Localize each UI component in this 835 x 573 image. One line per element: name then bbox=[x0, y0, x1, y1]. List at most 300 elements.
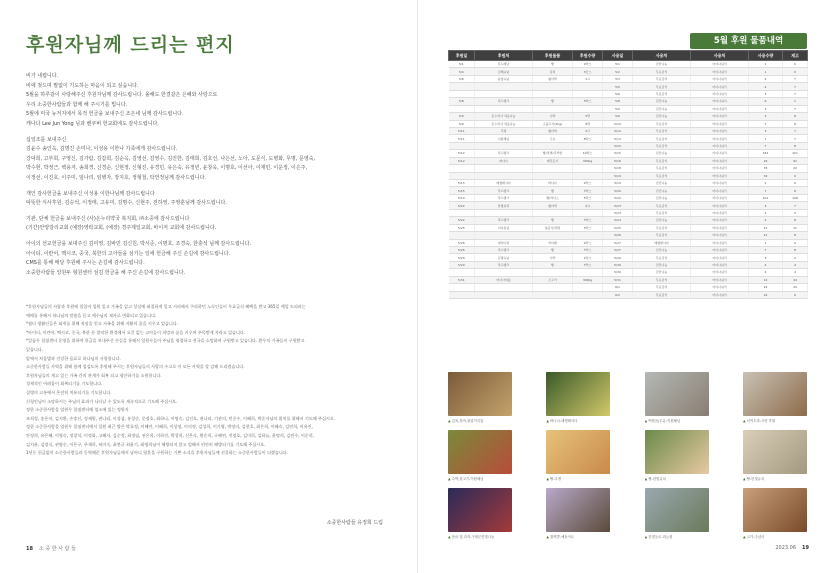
letter-body bbox=[26, 72, 396, 278]
letter-line: 개인 감사헌금을 보내주신 이성용 이한나님께 감사드립니다 bbox=[26, 190, 155, 197]
table-cell: 8 bbox=[783, 113, 808, 120]
table-cell bbox=[533, 209, 573, 216]
photo-caption: ▲ 칠맥콤-예동사도 bbox=[546, 534, 610, 540]
table-cell: 3 bbox=[749, 254, 783, 261]
column-header: 사용일 bbox=[603, 51, 633, 61]
letter-notes bbox=[26, 303, 396, 458]
table-cell: 진단나눔 bbox=[633, 269, 691, 276]
table-cell: 10박스 bbox=[573, 150, 603, 157]
table-cell: 아이나눠식 bbox=[691, 75, 749, 82]
table-cell bbox=[573, 269, 603, 276]
table-cell: 5/29 bbox=[449, 261, 475, 268]
table-cell: 빵 bbox=[533, 187, 573, 194]
table-cell: 8 bbox=[783, 246, 808, 253]
column-header: 후원수량 bbox=[573, 51, 603, 61]
table-cell: 4 bbox=[783, 261, 808, 268]
table-cell: 3고 bbox=[573, 127, 603, 134]
table-cell: 8 bbox=[783, 187, 808, 194]
table-cell: 4 bbox=[749, 83, 783, 90]
table-row bbox=[449, 254, 808, 261]
table-row bbox=[449, 157, 808, 164]
photo-card bbox=[743, 488, 807, 540]
photo-caption: ▲ 떡볶음/두유-이원혜님 bbox=[645, 418, 709, 424]
note-line: 정한 소중한사람을 엄원무 할점센터에 엄소에 있는 정원자 bbox=[26, 407, 129, 413]
letter-line: 김윤수 송인옥, 김명진 손미나, 이성용 이한나 가족에게 감사드립니다. bbox=[26, 146, 178, 153]
table-cell bbox=[449, 83, 475, 90]
table-cell: 이원혜님 bbox=[475, 135, 533, 142]
table-cell bbox=[449, 209, 475, 216]
letter-line: 아이티, 이란어, 멕시코, 중국, 북한의 고아들을 섬기는 일에 헌금해 주신 손길에 감사드립니다. bbox=[26, 250, 231, 257]
table-cell: 5/23 bbox=[603, 202, 633, 209]
table-cell: 진단나눔 bbox=[633, 246, 691, 253]
table-cell: 아이나눠식 bbox=[691, 150, 749, 157]
table-cell: 아이나눠식 bbox=[691, 83, 749, 90]
table-row bbox=[449, 224, 808, 231]
table-cell: 진단나눔 bbox=[633, 194, 691, 201]
table-cell: 아나사외를 bbox=[475, 276, 533, 283]
column-header: 후원일 bbox=[449, 51, 475, 61]
table-cell: 무료급식 bbox=[633, 284, 691, 291]
letter-line: 소중한사람들 앙원두 형원센터 섬김 헌금을 해 주신 손길에 감사드립니다. bbox=[26, 269, 186, 276]
table-cell: 아이나눠식 bbox=[691, 61, 749, 68]
table-cell: 2박스 bbox=[573, 61, 603, 68]
table-cell: 아이나눠식 bbox=[691, 246, 749, 253]
table-cell: 5/12 bbox=[603, 127, 633, 134]
table-cell: 매생태사다 bbox=[475, 180, 533, 187]
table-cell bbox=[449, 142, 475, 149]
letter-line: (기간)안양감리교회 (예장)영락교회, (예장) 경주제일교회, 바이저 교회에 감사드립니다. bbox=[26, 225, 217, 232]
table-cell: 형아떡 bbox=[533, 202, 573, 209]
table-cell bbox=[573, 142, 603, 149]
left-page bbox=[0, 0, 417, 573]
table-cell: 7박스 bbox=[573, 187, 603, 194]
table-cell: 빵 bbox=[533, 61, 573, 68]
table-cell: 5/1 bbox=[449, 61, 475, 68]
table-cell: 108 bbox=[783, 194, 808, 201]
table-cell: 아이나눠식 bbox=[691, 269, 749, 276]
page-number-right: 19 bbox=[802, 545, 809, 551]
table-cell: 7박스 bbox=[573, 246, 603, 253]
table-cell: 무료급식 bbox=[633, 127, 691, 134]
table-cell: 아이나눠식 bbox=[691, 232, 749, 239]
table-cell bbox=[449, 269, 475, 276]
note-line: 경제적인 어려움이 회복되기를 기도합니다. bbox=[26, 381, 103, 387]
table-cell: 5/12 bbox=[449, 157, 475, 164]
table-cell: 수박 bbox=[533, 113, 573, 120]
table-cell: 0 bbox=[783, 254, 808, 261]
table-body bbox=[449, 61, 808, 299]
table-cell: 무료급식 bbox=[633, 75, 691, 82]
table-cell: 무료급식 bbox=[633, 254, 691, 261]
photo-caption: ▲ 음료 및 과자-구세군한빛나눔 bbox=[448, 534, 512, 540]
note-line: *후원자님들의 사랑과 후원에 힘입어 입원 일고 가족을 잃고 상실에 좌절하게 일고 거리에서 쿠리하던 노숙인들이 무료급식 혜택을 받고 365일 예일 드리라는 bbox=[26, 304, 306, 309]
note-line: 예배를 통해서 하나님의 말씀을 듣고 예수님의 제자로 변화되고 있습니다. bbox=[26, 312, 157, 318]
table-cell: 아이나눠식 bbox=[691, 261, 749, 268]
table-cell bbox=[573, 284, 603, 291]
table-cell: 예석아과 bbox=[475, 239, 533, 246]
table-cell: 7 bbox=[783, 90, 808, 97]
table-cell bbox=[533, 232, 573, 239]
table-cell: 아이나눠식 bbox=[691, 105, 749, 112]
table-cell: 7 bbox=[783, 135, 808, 142]
table-cell: 8 bbox=[783, 142, 808, 149]
table-cell: 아이나눠식 bbox=[691, 98, 749, 105]
table-cell: 3 bbox=[749, 202, 783, 209]
table-row bbox=[449, 217, 808, 224]
table-cell: 5/11 bbox=[449, 127, 475, 134]
note-line: *얼꿈무 할점센터 운영을 위하여 헌금을 보내주신 손길을 통해서 엄원무들이 주님을 영접하고 전국을 소망하며 구원받고 있습니다. 환우의 가족들이 구원받고 bbox=[26, 338, 305, 344]
table-cell: 1 bbox=[749, 68, 783, 75]
table-cell: 5/9 bbox=[603, 105, 633, 112]
table-cell: 7 bbox=[749, 142, 783, 149]
table-cell bbox=[573, 105, 603, 112]
table-cell: 3박스 bbox=[573, 224, 603, 231]
table-cell: 7 bbox=[749, 246, 783, 253]
letter-line: 캐나다 Lee Jun Yong 님과 벤쿠버 헌교회에도 감사드립니다. bbox=[26, 120, 159, 127]
column-header: 후원처 bbox=[475, 51, 533, 61]
table-cell: 32 bbox=[749, 172, 783, 179]
photo-caption: ▲ 바나나-매생태사다 bbox=[546, 418, 610, 424]
table-cell: 5/13 bbox=[603, 135, 633, 142]
table-cell: 푸드뱅크 bbox=[475, 246, 533, 253]
table-cell: 아이나눠식 bbox=[691, 187, 749, 194]
letter-line: 5월에 미국 뉴저지에서 목적 헌금을 보내주신 조은네 님께 감사드립니다. bbox=[26, 111, 184, 118]
table-cell: 푸드뱅크 bbox=[475, 194, 533, 201]
table-row bbox=[449, 194, 808, 201]
table-cell bbox=[533, 165, 573, 172]
table-cell: 7 bbox=[783, 105, 808, 112]
table-cell: 8 bbox=[783, 120, 808, 127]
table-cell: 진단나눔 bbox=[633, 261, 691, 268]
table-cell bbox=[573, 90, 603, 97]
table-cell bbox=[449, 165, 475, 172]
table-cell: 두유 bbox=[533, 135, 573, 142]
table-cell: 24 bbox=[749, 284, 783, 291]
table-cell: 14 bbox=[749, 276, 783, 283]
footer-right bbox=[775, 545, 809, 551]
table-cell bbox=[533, 284, 573, 291]
table-cell: 5/15 bbox=[603, 142, 633, 149]
donation-list-title: 5월 후원 물품내역 bbox=[690, 33, 807, 49]
photo-card bbox=[546, 430, 610, 482]
table-cell: 6/1 bbox=[603, 284, 633, 291]
photo-caption: ▲ 서이도과-국양 후원 bbox=[743, 418, 807, 424]
table-cell: 5/9 bbox=[603, 113, 633, 120]
donation-photo bbox=[743, 488, 807, 532]
table-row bbox=[449, 209, 808, 216]
note-line: 조직성, 송은미, 김지환, 손송선, 정재원, 권나리, 이성삼, 유창순, 문정호, 최하나, 이명숙, 김진호, 권나리, 기관의, 민중수, 이혜희, 박준자님의 위치를 위해서 기도해 주십시오. bbox=[26, 415, 336, 421]
table-cell: 5/26 bbox=[449, 246, 475, 253]
donation-photo bbox=[743, 372, 807, 416]
table-cell bbox=[475, 209, 533, 216]
letter-line: 십일조를 보내주신 bbox=[26, 136, 67, 143]
photo-caption: ▲ 김치,장아,취업이지업 bbox=[448, 418, 512, 424]
table-cell: 아이나눠식 bbox=[691, 180, 749, 187]
note-line: 정한 소중한사람을 엄원무 할점센터에서 입원 최근 방은 박호정, 이혜란, 이혜희, 이성정, 이의정, 김성희, 이기영, 박정미, 김현호, 최은희, 이혜숙, 김연희, 이유진, bbox=[26, 424, 313, 430]
table-cell: 소불고기(5kg) bbox=[533, 120, 573, 127]
table-cell: 3단스 bbox=[573, 68, 603, 75]
table-row bbox=[449, 68, 808, 75]
table-cell: 5/30 bbox=[603, 261, 633, 268]
column-header: 재고 bbox=[783, 51, 808, 61]
table-cell: 1 bbox=[749, 180, 783, 187]
table-cell: 0 bbox=[783, 61, 808, 68]
table-cell: 온누리사 처음나눔 bbox=[475, 113, 533, 120]
table-cell: 7박스 bbox=[573, 217, 603, 224]
table-cell: 무료급식 bbox=[633, 142, 691, 149]
table-cell: 아이나눠식 bbox=[691, 90, 749, 97]
table-cell bbox=[475, 83, 533, 90]
table-cell: 진단나눔 bbox=[633, 187, 691, 194]
table-cell: 21 bbox=[783, 224, 808, 231]
table-cell: 무료급식 bbox=[633, 172, 691, 179]
table-cell: 아이나눠식 bbox=[691, 254, 749, 261]
table-cell bbox=[475, 172, 533, 179]
table-cell: 아이나눠식 bbox=[691, 165, 749, 172]
table-cell: 무료급식 bbox=[633, 165, 691, 172]
table-cell bbox=[573, 209, 603, 216]
table-cell: 5/15 bbox=[449, 180, 475, 187]
table-cell: 진단나눔 bbox=[633, 150, 691, 157]
table-cell: 한빛유치 bbox=[475, 202, 533, 209]
donation-photo bbox=[546, 372, 610, 416]
table-row bbox=[449, 113, 808, 120]
table-cell: 아이나눠식 bbox=[691, 135, 749, 142]
column-header: 사용처 bbox=[633, 51, 691, 61]
note-line: 후원자님들의 계고 있는 가족 간의 관계가 회복 되고 평안하기를 소원합니다. bbox=[26, 372, 162, 378]
table-cell: 온누리사 처음나눔 bbox=[475, 120, 533, 127]
table-cell: 아이나눠식 bbox=[691, 157, 749, 164]
photo-caption: ▲ 수박,불고기-이원혜님 bbox=[448, 476, 512, 482]
photo-row bbox=[448, 372, 807, 424]
table-row bbox=[449, 61, 808, 68]
note-line: *쉼터 생활인들은 회개를 위해 직장을 얻고 자족을 위해 자활의 꿈을 키우고 있습니다. bbox=[26, 321, 179, 327]
table-cell: 진단나눔 bbox=[633, 98, 691, 105]
photo-card bbox=[743, 430, 807, 482]
table-row bbox=[449, 202, 808, 209]
table-cell: 아이나눠식 bbox=[691, 276, 749, 283]
photo-card bbox=[448, 488, 512, 540]
table-cell: 후드배낭 bbox=[475, 61, 533, 68]
table-cell: 형아떡 bbox=[533, 127, 573, 134]
table-cell: 300kg bbox=[573, 157, 603, 164]
donation-photos bbox=[448, 372, 807, 546]
table-cell: 진단나눔 bbox=[633, 113, 691, 120]
table-cell bbox=[449, 105, 475, 112]
table-cell: 3박스 bbox=[573, 98, 603, 105]
table-cell: 5/22 bbox=[449, 202, 475, 209]
letter-line: CMS를 통해 매달 후원해 주시는 손길에 감사드립니다. bbox=[26, 260, 145, 267]
table-cell: 5/23 bbox=[603, 209, 633, 216]
donation-photo bbox=[546, 430, 610, 474]
table-cell: 44 bbox=[783, 276, 808, 283]
donation-photo bbox=[448, 372, 512, 416]
donation-photo bbox=[645, 372, 709, 416]
table-cell: 5/29 bbox=[449, 254, 475, 261]
photo-card bbox=[448, 430, 512, 482]
table-cell: 8 bbox=[783, 232, 808, 239]
table-row bbox=[449, 120, 808, 127]
table-cell bbox=[533, 269, 573, 276]
table-cell: 진단나눔 bbox=[633, 180, 691, 187]
table-cell: 21 bbox=[749, 224, 783, 231]
table-cell: 1박스 bbox=[573, 254, 603, 261]
photo-card bbox=[645, 430, 709, 482]
table-cell: 5/5 bbox=[603, 83, 633, 90]
table-cell: 5/18 bbox=[603, 165, 633, 172]
table-cell: 5/24 bbox=[603, 217, 633, 224]
photo-card bbox=[743, 372, 807, 424]
photo-row bbox=[448, 430, 807, 482]
table-cell: 3고 bbox=[573, 202, 603, 209]
table-cell: 7 bbox=[783, 202, 808, 209]
note-line: *아이티, 이란어, 멕시코, 중국, 북한 등 열악한 환경에서 오갈 없는 고아들이 희망과 꿈을 키우며 주목받게 자라고 있습니다. bbox=[26, 329, 246, 335]
footer-date: 2023.06 bbox=[775, 545, 797, 551]
table-cell: 5/8 bbox=[449, 98, 475, 105]
letter-line: 기관, 단체 헌금을 보내주신 (사)온누리약국 복지회, ㈜소중에 감사드립니다 bbox=[26, 215, 190, 222]
table-cell: 5/16 bbox=[603, 157, 633, 164]
table-cell: 6 bbox=[783, 291, 808, 298]
table-cell: 아이나눠식 bbox=[691, 202, 749, 209]
table-cell: 7 bbox=[783, 83, 808, 90]
table-cell: 매생태사다 bbox=[633, 239, 691, 246]
photo-card bbox=[546, 372, 610, 424]
table-row bbox=[449, 75, 808, 82]
table-cell: 1 bbox=[783, 98, 808, 105]
table-cell: 9박 bbox=[573, 120, 603, 127]
table-cell: 6 bbox=[749, 98, 783, 105]
note-line: 소중한사람들 사역을 위해 함께 섬김도록 후원해 주시는 후원자님들의 사랑의 수고로 이 모든 사역을 할 감해 드리겠습니다. bbox=[26, 364, 245, 370]
table-cell: 3 bbox=[783, 209, 808, 216]
table-cell: 3 bbox=[749, 113, 783, 120]
table-cell: 5/11 bbox=[449, 135, 475, 142]
table-cell: 181 bbox=[749, 150, 783, 157]
table-cell: 푸드뱅크 bbox=[475, 217, 533, 224]
table-cell bbox=[475, 291, 533, 298]
table-cell bbox=[475, 90, 533, 97]
table-cell: 4 bbox=[749, 75, 783, 82]
table-cell: 5/8 bbox=[449, 75, 475, 82]
table-cell: 아이나눠식 bbox=[691, 209, 749, 216]
table-row bbox=[449, 291, 808, 298]
table-cell: 바나나 bbox=[533, 180, 573, 187]
table-cell: 8박스 bbox=[573, 135, 603, 142]
table-cell: 5/26 bbox=[603, 232, 633, 239]
table-row bbox=[449, 180, 808, 187]
table-row bbox=[449, 98, 808, 105]
table-row bbox=[449, 90, 808, 97]
table-cell: 91 bbox=[783, 157, 808, 164]
table-cell: 푸드뱅크 bbox=[475, 261, 533, 268]
table-cell: 푸드뱅크 bbox=[475, 187, 533, 194]
table-cell: 무료급식 bbox=[633, 120, 691, 127]
note-line: 1년동 헌금없이 소중한사람들과 동역해준 후원자님들께서 남아디 영혼을 구원하는 기쁜 소식을 후원자님들께 선물하는 소중한사람들이 되겠습니다. bbox=[26, 450, 289, 456]
table-cell: 형아떡 bbox=[533, 75, 573, 82]
column-header: 사용처 bbox=[691, 51, 749, 61]
table-cell: 바나나 bbox=[475, 157, 533, 164]
note-line: 있습니다. bbox=[26, 346, 44, 352]
donation-photo bbox=[645, 430, 709, 474]
table-cell: 무료급식 bbox=[633, 90, 691, 97]
table-cell: 이성용님 bbox=[475, 224, 533, 231]
table-cell: 빵 bbox=[533, 261, 573, 268]
table-cell: 6/2 bbox=[603, 291, 633, 298]
table-cell: 김명숙님 bbox=[475, 254, 533, 261]
table-cell: 소고기 bbox=[533, 276, 573, 283]
table-cell bbox=[449, 232, 475, 239]
table-cell: 101 bbox=[749, 194, 783, 201]
table-cell bbox=[449, 90, 475, 97]
photo-card bbox=[645, 372, 709, 424]
table-row bbox=[449, 165, 808, 172]
footer-left bbox=[26, 545, 76, 552]
note-line: 김지윤, 김정식, 권양순, 이은구, 주재희, 허미숙, 최봉균 최윤기, 최영희님이 해방되지 않고 엄혜서 편안히 해방되기를 기도해 주십시오. bbox=[26, 441, 266, 447]
table-cell: 5/9 bbox=[449, 113, 475, 120]
table-cell: 0 bbox=[783, 180, 808, 187]
table-cell: 5/27 bbox=[603, 246, 633, 253]
table-cell: 매직포기 bbox=[533, 157, 573, 164]
table-cell: 3망 bbox=[573, 113, 603, 120]
photo-caption: ▲ 한빛등로-라논힘 bbox=[645, 534, 709, 540]
table-cell: 아이나눠식 bbox=[691, 239, 749, 246]
table-cell: 무료급식 bbox=[633, 291, 691, 298]
table-cell: 1 bbox=[749, 239, 783, 246]
photo-caption: ▲ 빵-무명 bbox=[546, 476, 610, 482]
table-cell: 5/22 bbox=[449, 217, 475, 224]
table-row bbox=[449, 239, 808, 246]
table-cell: 무료급식 bbox=[633, 135, 691, 142]
table-cell: 7 bbox=[783, 127, 808, 134]
table-cell: 0 bbox=[783, 68, 808, 75]
table-cell: 5/4 bbox=[449, 68, 475, 75]
table-cell: 5/8 bbox=[603, 98, 633, 105]
table-cell bbox=[475, 284, 533, 291]
letter-line: 5월을 하루같이 사랑해주신 후원자님께 감사드립니다. 올해도 한결같은 은혜와 사랑으로 bbox=[26, 92, 218, 99]
table-cell: 5/12 bbox=[449, 150, 475, 157]
table-cell: 33 bbox=[749, 165, 783, 172]
table-cell bbox=[573, 172, 603, 179]
table-row bbox=[449, 150, 808, 157]
table-cell: 4 bbox=[783, 269, 808, 276]
table-cell bbox=[573, 83, 603, 90]
table-cell: 2박스 bbox=[573, 239, 603, 246]
table-cell bbox=[449, 284, 475, 291]
table-cell: 아이나눠식 bbox=[691, 224, 749, 231]
table-cell: 2박스 bbox=[573, 180, 603, 187]
table-cell: 300kg bbox=[573, 276, 603, 283]
table-row bbox=[449, 172, 808, 179]
table-cell: 5/1 bbox=[603, 61, 633, 68]
photo-card bbox=[645, 488, 709, 540]
table-cell: 5/27 bbox=[603, 239, 633, 246]
table-row bbox=[449, 276, 808, 283]
table-cell: 빵/라이스 bbox=[533, 194, 573, 201]
table-cell: 아이나눠식 bbox=[691, 284, 749, 291]
table-cell: 진단나눔 bbox=[633, 61, 691, 68]
table-cell: 아이나눠식 bbox=[691, 217, 749, 224]
column-header: 사용수량 bbox=[749, 51, 783, 61]
letter-line: 비가 내립니다. bbox=[26, 73, 59, 79]
table-cell: 무료급식 bbox=[633, 232, 691, 239]
table-row bbox=[449, 187, 808, 194]
letter-line: 우리 소중한사람들과 함께 해 주시기를 빕니다. bbox=[26, 101, 128, 108]
table-cell: 7 bbox=[783, 75, 808, 82]
table-cell: 5/31 bbox=[449, 276, 475, 283]
table-cell bbox=[475, 142, 533, 149]
table-header-row bbox=[449, 51, 808, 61]
table-cell: 5/31 bbox=[603, 276, 633, 283]
table-cell: 무료급식 bbox=[633, 83, 691, 90]
